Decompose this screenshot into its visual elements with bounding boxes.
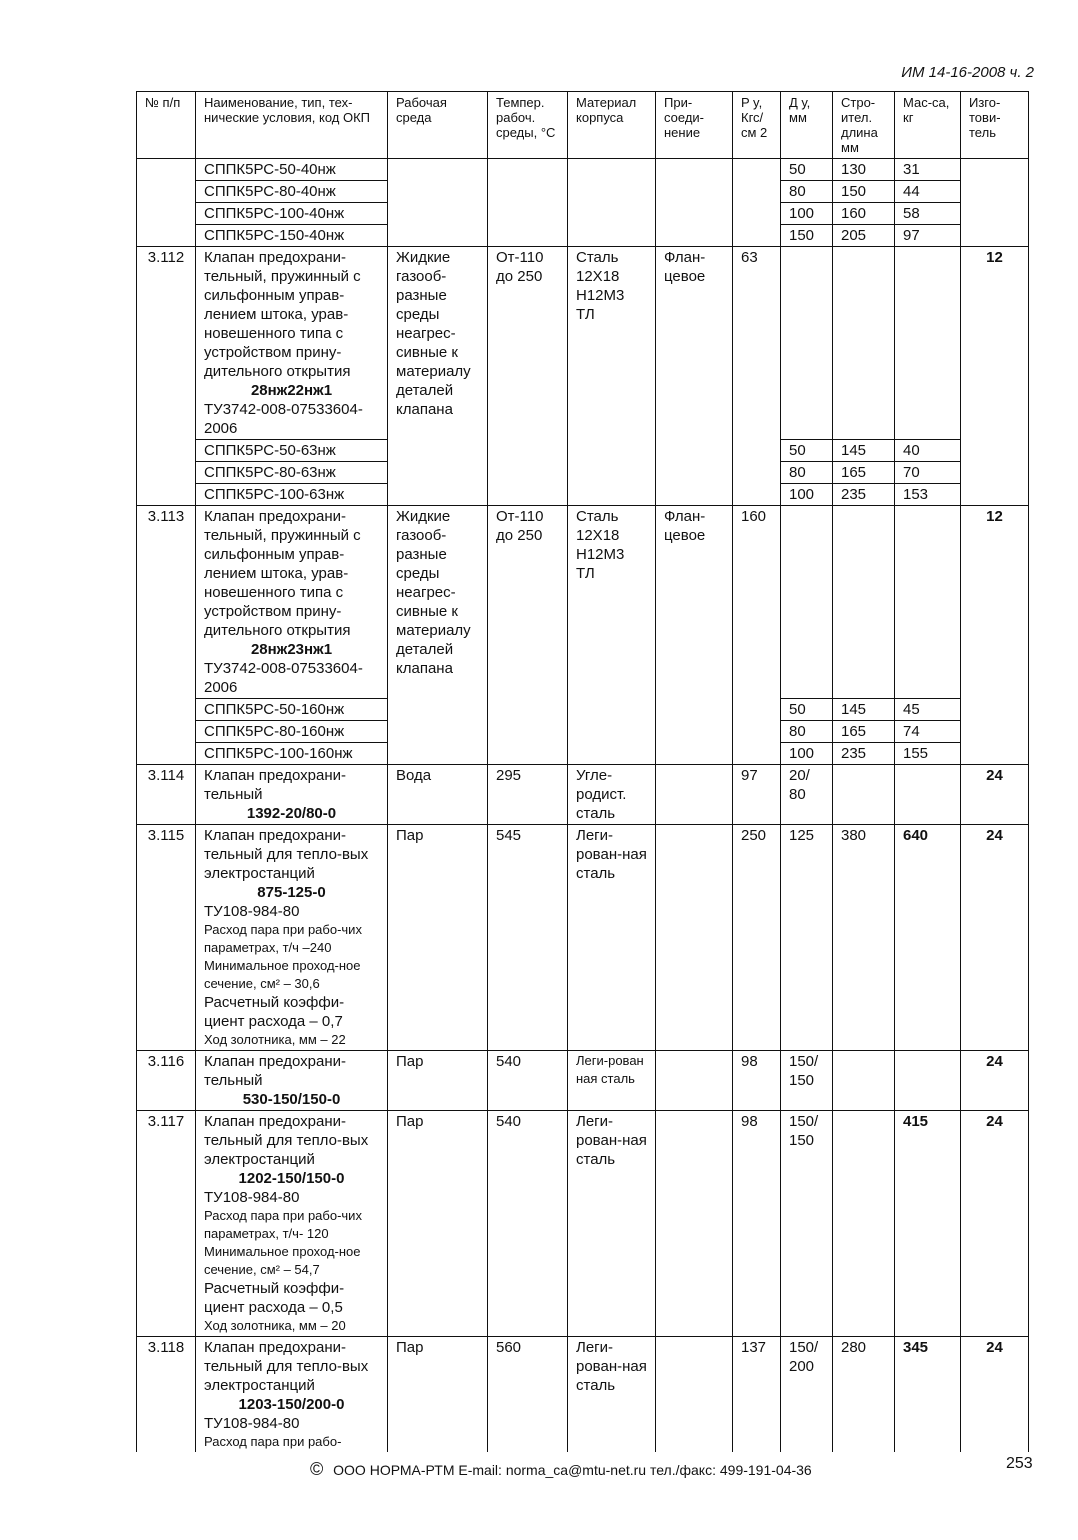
header-medium: Рабочая среда [388,92,488,159]
model-code: 875-125-0 [257,884,326,901]
row-number: 3.117 [137,1111,196,1337]
maker-code: 24 [961,825,1029,1051]
model-code: 28нж23нж1 [250,641,333,658]
header-pressure: P y, Кгс/ см 2 [733,92,781,159]
maker-code: 24 [961,1051,1029,1111]
header-mass: Мас-са, кг [895,92,961,159]
valve-spec-table [136,91,1029,1452]
maker-code: 24 [961,765,1029,825]
table-row: СППК5РС-100-160нж 100 235 155 [137,743,1029,765]
row-description: Клапан предохрани-тельный для тепло-вых электростанций 1203-150/200-0 ТУ108-984-80 Расход пара при рабо- [196,1337,388,1453]
table-row: СППК5РС-50-160нж 50 145 45 [137,699,1029,721]
table-row: 3.115 Клапан предохрани-тельный для тепло-вых электростанций 875-125-0 ТУ108-984-80 Расход пара при рабо-чих параметрах, т/ч –240 Минимальное проход-ное сечение, см² – 30,6 Расчетный коэффи-циент расхода – 0,7 Ход золотника, мм – 22 Пар 545 Леги-рован-ная сталь 250 125 380 640 24 [137,825,1029,1051]
table-row: СППК5РС-50-40нж 50 130 31 [137,159,1029,181]
row-description: Клапан предохрани-тельный, пружинный с сильфонным управ-лением штока, урав-новешенного типа с устройством прину-дительного открытия 28нж22нж1 ТУ3742-008-07533604-2006 [196,247,388,440]
model-name: СППК5РС-50-63нж [196,440,388,462]
table-row: СППК5РС-80-40нж 80 150 44 [137,181,1029,203]
header-connection: При-соеди-нение [656,92,733,159]
header-name: Наименование, тип, тех-нические условия, код ОКП [196,92,388,159]
header-num: № п/п [137,92,196,159]
row-description: Клапан предохрани-тельный, пружинный с сильфонным управ-лением штока, урав-новешенного типа с устройством прину-дительного открытия 28нж23нж1 ТУ3742-008-07533604-2006 [196,506,388,699]
row-number: 3.115 [137,825,196,1051]
header-material: Материал корпуса [568,92,656,159]
table-row: СППК5РС-100-63нж 100 235 153 [137,484,1029,506]
row-number: 3.118 [137,1337,196,1453]
maker-code: 12 [961,247,1029,506]
row-number: 3.113 [137,506,196,765]
table-row: СППК5РС-80-160нж 80 165 74 [137,721,1029,743]
footer-contact: ООО НОРМА-РТМ E-mail: norma_ca@mtu-net.ru тел./факс: 499-191-04-36 [333,1462,812,1478]
maker-code: 24 [961,1337,1029,1453]
table-row: 3.118 Клапан предохрани-тельный для тепло-вых электростанций 1203-150/200-0 ТУ108-984-80 Расход пара при рабо- Пар 560 Леги-рован-ная сталь 137 150/ 200 280 345 24 [137,1337,1029,1453]
row-description: Клапан предохрани-тельный для тепло-вых электростанций 1202-150/150-0 ТУ108-984-80 Расход пара при рабо-чих параметрах, т/ч- 120 Минимальное проход-ное сечение, см² – 54,7 Расчетный коэффи-циент расхода – 0,5 Ход золотника, мм – 20 [196,1111,388,1337]
table-row: 3.112 Клапан предохрани-тельный, пружинный с сильфонным управ-лением штока, урав-новешенного типа с устройством прину-дительного открытия 28нж22нж1 ТУ3742-008-07533604-2006 Жидкие газооб-разные среды неагрес-сивные к материалу деталей клапана От-110 до 250 Сталь 12Х18 Н12М3 ТЛ Флан-цевое 63 12 [137,247,1029,440]
table-row: СППК5РС-80-63нж 80 165 70 [137,462,1029,484]
row-number: 3.114 [137,765,196,825]
table-row: 3.117 Клапан предохрани-тельный для тепло-вых электростанций 1202-150/150-0 ТУ108-984-80 Расход пара при рабо-чих параметрах, т/ч- 120 Минимальное проход-ное сечение, см² – 54,7 Расчетный коэффи-циент расхода – 0,5 Ход золотника, мм – 20 Пар 540 Леги-рован-ная сталь 98 150/ 150 415 24 [137,1111,1029,1337]
header-maker: Изго-тови-тель [961,92,1029,159]
document-reference: ИМ 14-16-2008 ч. 2 [901,64,1034,81]
table-row: СППК5РС-100-40нж 100 160 58 [137,203,1029,225]
model-code: 28нж22нж1 [250,382,333,399]
copyright-icon: © [310,1459,324,1479]
model-name: СППК5РС-80-63нж [196,462,388,484]
maker-code: 12 [961,506,1029,765]
header-dn: Д у, мм [781,92,833,159]
model-code: 530-150/150-0 [242,1091,341,1108]
table-row: 3.116 Клапан предохрани-тельный 530-150/150-0 Пар 540 Леги-рован ная сталь 98 150/ 150 24 [137,1051,1029,1111]
row-description: Клапан предохрани-тельный 1392-20/80-0 [196,765,388,825]
model-name: СППК5РС-100-160нж [196,743,388,765]
row-description: Клапан предохрани-тельный 530-150/150-0 [196,1051,388,1111]
row-number: 3.112 [137,247,196,506]
model-name: СППК5РС-150-40нж [196,225,388,247]
maker-code: 24 [961,1111,1029,1337]
table-row: 3.113 Клапан предохрани-тельный, пружинный с сильфонным управ-лением штока, урав-новешенного типа с устройством прину-дительного открытия 28нж23нж1 ТУ3742-008-07533604-2006 Жидкие газооб-разные среды неагрес-сивные к материалу деталей клапана От-110 до 250 Сталь 12Х18 Н12М3 ТЛ Флан-цевое 160 12 [137,506,1029,699]
model-name: СППК5РС-80-40нж [196,181,388,203]
table-row: СППК5РС-150-40нж 150 205 97 [137,225,1029,247]
model-name: СППК5РС-80-160нж [196,721,388,743]
header-length: Стро-ител. длина мм [833,92,895,159]
model-name: СППК5РС-50-40нж [196,159,388,181]
header-temp: Темпер. рабоч. среды, °С [488,92,568,159]
model-name: СППК5РС-100-63нж [196,484,388,506]
table-row: 3.114 Клапан предохрани-тельный 1392-20/80-0 Вода 295 Угле-родист. сталь 97 20/ 80 24 [137,765,1029,825]
row-description: Клапан предохрани-тельный для тепло-вых электростанций 875-125-0 ТУ108-984-80 Расход пара при рабо-чих параметрах, т/ч –240 Минимальное проход-ное сечение, см² – 30,6 Расчетный коэффи-циент расхода – 0,7 Ход золотника, мм – 22 [196,825,388,1051]
page-number: 253 [1006,1455,1033,1472]
model-name: СППК5РС-100-40нж [196,203,388,225]
model-code: 1203-150/200-0 [238,1396,345,1413]
page-footer [310,1459,812,1480]
model-name: СППК5РС-50-160нж [196,699,388,721]
table-row: СППК5РС-50-63нж 50 145 40 [137,440,1029,462]
table-header-row [137,92,1029,159]
model-code: 1392-20/80-0 [246,805,337,822]
row-number: 3.116 [137,1051,196,1111]
model-code: 1202-150/150-0 [238,1170,345,1187]
